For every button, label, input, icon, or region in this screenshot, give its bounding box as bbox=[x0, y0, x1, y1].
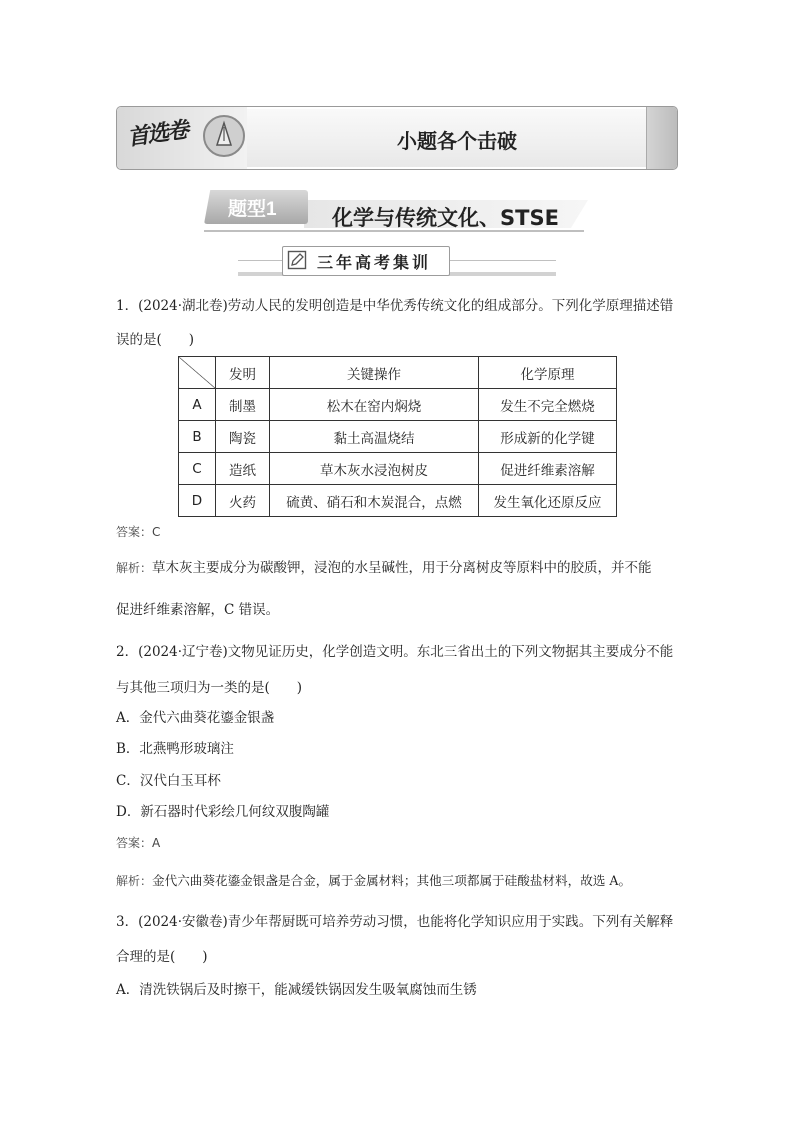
logo-text: 首选卷 bbox=[125, 116, 189, 152]
subheading-title: 三年高考集训 bbox=[317, 253, 432, 272]
table-row bbox=[179, 389, 617, 421]
q2-analysis bbox=[116, 871, 631, 891]
table-cell: 形成新的化学键 bbox=[479, 421, 617, 453]
analysis-text: 草木灰主要成分为碳酸钾，浸泡的水呈碱性，用于分离树皮等原料中的胶质，并不能 bbox=[152, 560, 652, 576]
table-header-cell: 化学原理 bbox=[479, 357, 617, 389]
pen-nib-icon bbox=[201, 113, 247, 159]
answer-value: C bbox=[152, 525, 161, 539]
q3-stem-line2: 合理的是( ) bbox=[116, 949, 208, 965]
chapter-banner bbox=[116, 106, 678, 170]
type-tab-label: 题型1 bbox=[228, 199, 277, 220]
banner-logo bbox=[117, 107, 247, 169]
table-cell: B bbox=[179, 421, 216, 453]
q3-option-a: A．清洗铁锅后及时擦干，能减缓铁锅因发生吸氧腐蚀而生锈 bbox=[116, 982, 477, 998]
analysis-text: 金代六曲葵花鎏金银盏是合金，属于金属材料；其他三项都属于硅酸盐材料，故选 A。 bbox=[152, 873, 632, 888]
q1-table bbox=[178, 356, 617, 517]
q1-analysis-line1 bbox=[116, 558, 652, 578]
table-cell: 发生不完全燃烧 bbox=[479, 389, 617, 421]
table-cell: 陶瓷 bbox=[216, 421, 270, 453]
analysis-label: 解析： bbox=[116, 874, 153, 888]
table-cell: 火药 bbox=[216, 485, 270, 517]
analysis-label: 解析： bbox=[116, 561, 153, 575]
table-cell: 造纸 bbox=[216, 453, 270, 485]
subheading-box bbox=[238, 246, 556, 276]
q2-stem-line1: 2．(2024·辽宁卷)文物见证历史，化学创造文明。东北三省出土的下列文物据其主要成分不能 bbox=[116, 644, 674, 660]
question-type-header bbox=[204, 190, 594, 234]
table-cell: C bbox=[179, 453, 216, 485]
q3-stem-line1: 3．(2024·安徽卷)青少年帮厨既可培养劳动习惯，也能将化学知识应用于实践。下列有关解释 bbox=[116, 914, 674, 930]
q2-option-b: B．北燕鸭形玻璃注 bbox=[116, 741, 234, 757]
edit-pencil-icon bbox=[287, 250, 307, 270]
q2-option-a: A．金代六曲葵花鎏金银盏 bbox=[116, 710, 275, 726]
q2-answer bbox=[116, 833, 160, 853]
table-corner-cell bbox=[179, 357, 216, 389]
table-cell: 草木灰水浸泡树皮 bbox=[270, 453, 479, 485]
table-header-row bbox=[179, 357, 617, 389]
answer-label: 答案： bbox=[116, 525, 153, 539]
table-cell: 发生氧化还原反应 bbox=[479, 485, 617, 517]
table-header-cell: 关键操作 bbox=[270, 357, 479, 389]
table-row bbox=[179, 485, 617, 517]
type-underline bbox=[204, 230, 584, 232]
banner-right-strip bbox=[646, 107, 677, 169]
answer-label: 答案： bbox=[116, 836, 153, 850]
banner-title: 小题各个击破 bbox=[397, 129, 517, 153]
subheading-frame bbox=[282, 246, 450, 276]
q2-option-c: C．汉代白玉耳杯 bbox=[116, 773, 221, 789]
q2-stem-line2: 与其他三项归为一类的是( ) bbox=[116, 680, 303, 696]
type-title: 化学与传统文化、STSE bbox=[332, 206, 559, 230]
answer-value: A bbox=[152, 836, 161, 850]
table-row bbox=[179, 453, 617, 485]
table-cell: 黏土高温烧结 bbox=[270, 421, 479, 453]
table-cell: 促进纤维素溶解 bbox=[479, 453, 617, 485]
q1-analysis-line2: 促进纤维素溶解，C 错误。 bbox=[116, 602, 280, 618]
q1-stem-line2: 误的是( ) bbox=[116, 332, 195, 348]
q1-answer bbox=[116, 522, 160, 542]
table-cell: A bbox=[179, 389, 216, 421]
table-cell: 硫黄、硝石和木炭混合，点燃 bbox=[270, 485, 479, 517]
q1-stem-line1: 1．(2024·湖北卷)劳动人民的发明创造是中华优秀传统文化的组成部分。下列化学原理描述错 bbox=[116, 298, 674, 314]
table-cell: D bbox=[179, 485, 216, 517]
q2-option-d: D．新石器时代彩绘几何纹双腹陶罐 bbox=[116, 804, 330, 820]
table-cell: 松木在窑内焖烧 bbox=[270, 389, 479, 421]
table-header-cell: 发明 bbox=[216, 357, 270, 389]
table-row bbox=[179, 421, 617, 453]
table-cell: 制墨 bbox=[216, 389, 270, 421]
